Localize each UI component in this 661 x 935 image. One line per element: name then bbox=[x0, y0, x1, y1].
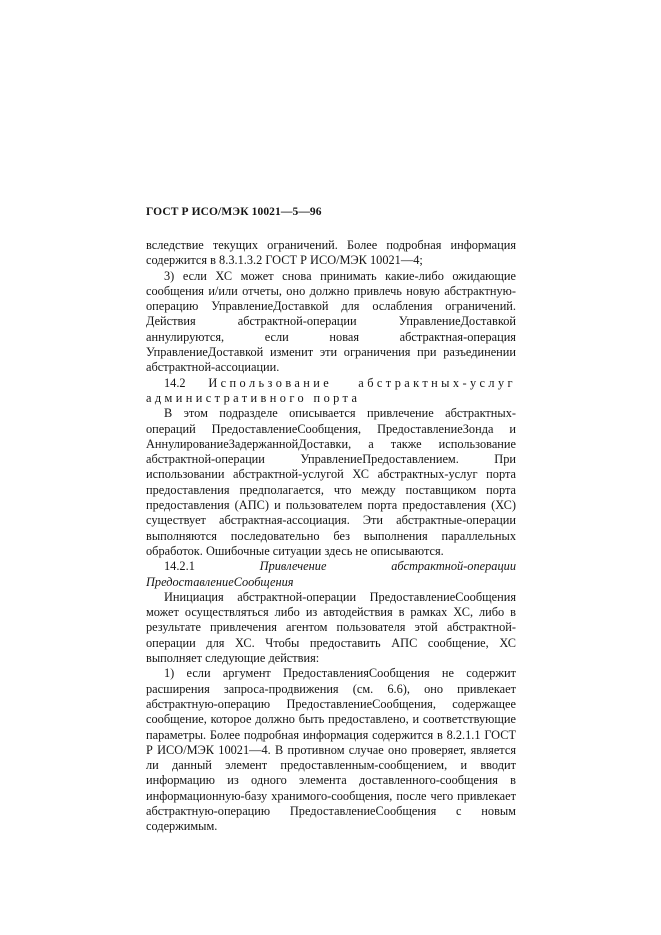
section-number: 14.2 bbox=[164, 375, 186, 390]
list-item-3: 3) если ХС может снова принимать какие-либо ожидающие сообщения и/или отчеты, оно должно привлечь новую абстрактную-операцию УправлениеДоставкой для ослабления ограничений. Действия абстрактной-операции УправлениеДоставкой аннулируются, если новая абстрактная-операция УправлениеДоставкой изменит эти ограничения при разъединении абстрактной-ассоциации. bbox=[146, 268, 516, 375]
subsection-title: Привлечение абстрактной-операции ПредоставлениеСообщения bbox=[146, 559, 516, 589]
list-item-1: 1) если аргумент ПредоставленияСообщения не содержит расширения запроса-продвижения (см. 6.6), оно привлекает абстрактную-операцию ПредоставлениеСообщения, содержащее сообщение, которое должно быть предоставлено, и соответствующие параметры. Более подробная информация содержится в 8.2.1.1 ГОСТ Р ИСО/МЭК 10021—4. В противном случае оно проверяет, является ли данный элемент предоставленным-сообщением, и вводит информацию из одного элемента доставленного-сообщения в информационную-базу хранимого-сообщения, после чего привлекает абстрактную-операцию ПредоставлениеСообщения с новым содержимым. bbox=[146, 666, 516, 834]
document-body bbox=[146, 238, 516, 835]
subsection-heading-14-2-1 bbox=[146, 559, 516, 590]
subsection-number: 14.2.1 bbox=[164, 559, 195, 574]
paragraph-intro: В этом подразделе описывается привлечение абстрактных-операций ПредоставлениеСообщения, ПредоставлениеЗонда и АннулированиеЗадержаннойДоставки, а также использование абстрактной-операции УправлениеПредоставлением. При использовании абстрактной-услугой ХС абстрактных-услуг порта предоставления предполагается, что между поставщиком порта предоставления (АПС) и пользователем порта предоставления (ХС) существует абстрактная-ассоциация. Эти абстрактные-операции выполняются последовательно без выполнения параллельных обработок. Ошибочные ситуации здесь не описываются. bbox=[146, 406, 516, 558]
running-header: ГОСТ Р ИСО/МЭК 10021—5—96 bbox=[146, 206, 322, 218]
document-page bbox=[146, 206, 516, 835]
section-title: Использование абстрактных-услуг административного порта bbox=[146, 375, 516, 405]
paragraph-initiation: Инициация абстрактной-операции ПредоставлениеСообщения может осуществляться либо из автодействия в рамках ХС, либо в результате привлечения агентом пользователя этой абстрактной-операции для ХС. Чтобы предоставить АПС сообщение, ХС выполняет следующие действия: bbox=[146, 589, 516, 666]
section-heading-14-2 bbox=[146, 376, 516, 407]
paragraph-continuation: вследствие текущих ограничений. Более подробная информация содержится в 8.3.1.3.2 ГОСТ Р ИСО/МЭК 10021—4; bbox=[146, 238, 516, 268]
